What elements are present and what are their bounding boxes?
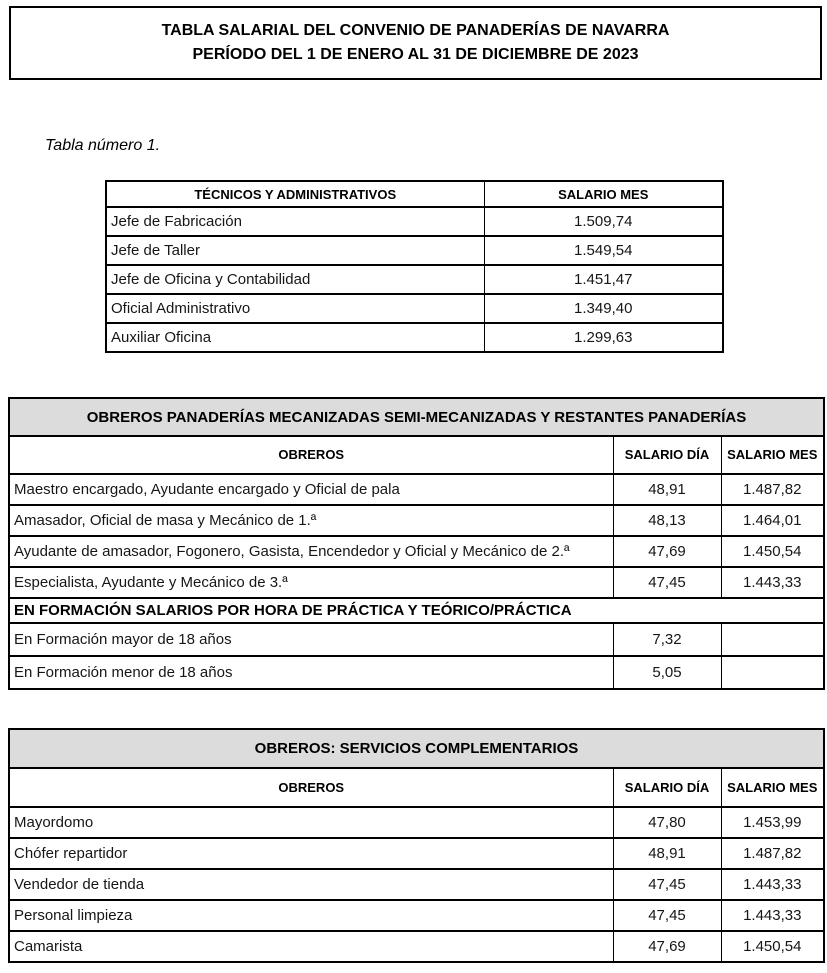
- table-row: [9, 656, 824, 689]
- section-header-row: [9, 398, 824, 436]
- salario-mes-cell: 1.450,54: [721, 931, 824, 962]
- tecnicos-header-cell: TÉCNICOS Y ADMINISTRATIVOS: [106, 181, 484, 207]
- job-title-cell: Jefe de Taller: [106, 236, 484, 265]
- table-row: [9, 807, 824, 838]
- table-row: [9, 623, 824, 656]
- salario-dia-cell: 48,91: [613, 838, 721, 869]
- obreros-panaderias-table: [8, 397, 825, 690]
- table-row: [9, 869, 824, 900]
- table-row: [9, 931, 824, 962]
- salario-dia-header-cell: SALARIO DÍA: [613, 768, 721, 807]
- job-title-cell: Vendedor de tienda: [9, 869, 613, 900]
- job-title-cell: Chófer repartidor: [9, 838, 613, 869]
- obreros-header-cell: OBREROS: [9, 768, 613, 807]
- table-row: [106, 265, 723, 294]
- job-title-cell: Mayordomo: [9, 807, 613, 838]
- obreros-panaderias-section-header: OBREROS PANADERÍAS MECANIZADAS SEMI-MECANIZADAS Y RESTANTES PANADERÍAS: [9, 398, 824, 436]
- salario-mes-cell: 1.443,33: [721, 869, 824, 900]
- job-title-cell: Jefe de Oficina y Contabilidad: [106, 265, 484, 294]
- servicios-section-header: OBREROS: SERVICIOS COMPLEMENTARIOS: [9, 729, 824, 768]
- table-row: [106, 323, 723, 352]
- salario-dia-cell: 47,45: [613, 869, 721, 900]
- salario-mes-cell: 1.443,33: [721, 900, 824, 931]
- formacion-section-header: EN FORMACIÓN SALARIOS POR HORA DE PRÁCTICA Y TEÓRICO/PRÁCTICA: [9, 598, 824, 623]
- salario-mes-cell: [721, 656, 824, 689]
- job-title-cell: Ayudante de amasador, Fogonero, Gasista, Encendedor y Oficial y Mecánico de 2.ª: [9, 536, 613, 567]
- job-title-cell: Maestro encargado, Ayudante encargado y Oficial de pala: [9, 474, 613, 505]
- job-title-cell: Especialista, Ayudante y Mecánico de 3.ª: [9, 567, 613, 598]
- salario-dia-cell: 5,05: [613, 656, 721, 689]
- salario-mes-cell: 1.487,82: [721, 474, 824, 505]
- job-title-cell: Oficial Administrativo: [106, 294, 484, 323]
- salario-dia-cell: 47,69: [613, 536, 721, 567]
- salario-dia-cell: 7,32: [613, 623, 721, 656]
- salario-mes-cell: 1.549,54: [484, 236, 723, 265]
- table-row: [9, 838, 824, 869]
- salario-mes-header-cell: SALARIO MES: [721, 768, 824, 807]
- job-title-cell: Personal limpieza: [9, 900, 613, 931]
- formacion-section-row: [9, 598, 824, 623]
- table-header-row: [106, 181, 723, 207]
- section-header-row: [9, 729, 824, 768]
- document-title-line-1: TABLA SALARIAL DEL CONVENIO DE PANADERÍAS DE NAVARRA: [161, 22, 670, 39]
- document-title-line-2: PERÍODO DEL 1 DE ENERO AL 31 DE DICIEMBRE DE 2023: [192, 46, 639, 63]
- salario-dia-cell: 47,80: [613, 807, 721, 838]
- salario-mes-cell: 1.464,01: [721, 505, 824, 536]
- salario-mes-cell: 1.450,54: [721, 536, 824, 567]
- table-row: [9, 505, 824, 536]
- salario-mes-cell: 1.509,74: [484, 207, 723, 236]
- table-row: [106, 207, 723, 236]
- table-row: [9, 536, 824, 567]
- salario-mes-cell: [721, 623, 824, 656]
- job-title-cell: Camarista: [9, 931, 613, 962]
- salario-dia-cell: 47,69: [613, 931, 721, 962]
- salario-dia-cell: 48,13: [613, 505, 721, 536]
- salario-mes-cell: 1.349,40: [484, 294, 723, 323]
- table-row: [106, 236, 723, 265]
- salario-dia-header-cell: SALARIO DÍA: [613, 436, 721, 474]
- table-row: [106, 294, 723, 323]
- servicios-complementarios-table: [8, 728, 825, 963]
- salario-mes-cell: 1.453,99: [721, 807, 824, 838]
- document-title-box: [9, 6, 822, 80]
- table-number-caption: Tabla número 1.: [45, 137, 161, 154]
- table-header-row: [9, 436, 824, 474]
- salario-mes-header-cell: SALARIO MES: [721, 436, 824, 474]
- job-title-cell: En Formación mayor de 18 años: [9, 623, 613, 656]
- salario-mes-cell: 1.487,82: [721, 838, 824, 869]
- obreros-header-cell: OBREROS: [9, 436, 613, 474]
- salario-mes-cell: 1.443,33: [721, 567, 824, 598]
- job-title-cell: En Formación menor de 18 años: [9, 656, 613, 689]
- salario-mes-header-cell: SALARIO MES: [484, 181, 723, 207]
- table-row: [9, 567, 824, 598]
- salario-dia-cell: 47,45: [613, 900, 721, 931]
- salario-dia-cell: 47,45: [613, 567, 721, 598]
- job-title-cell: Jefe de Fabricación: [106, 207, 484, 236]
- salario-mes-cell: 1.299,63: [484, 323, 723, 352]
- table-header-row: [9, 768, 824, 807]
- document-page: [0, 6, 827, 973]
- tecnicos-administrativos-table: [105, 180, 724, 353]
- table-row: [9, 900, 824, 931]
- job-title-cell: Amasador, Oficial de masa y Mecánico de 1.ª: [9, 505, 613, 536]
- salario-mes-cell: 1.451,47: [484, 265, 723, 294]
- job-title-cell: Auxiliar Oficina: [106, 323, 484, 352]
- table-row: [9, 474, 824, 505]
- salario-dia-cell: 48,91: [613, 474, 721, 505]
